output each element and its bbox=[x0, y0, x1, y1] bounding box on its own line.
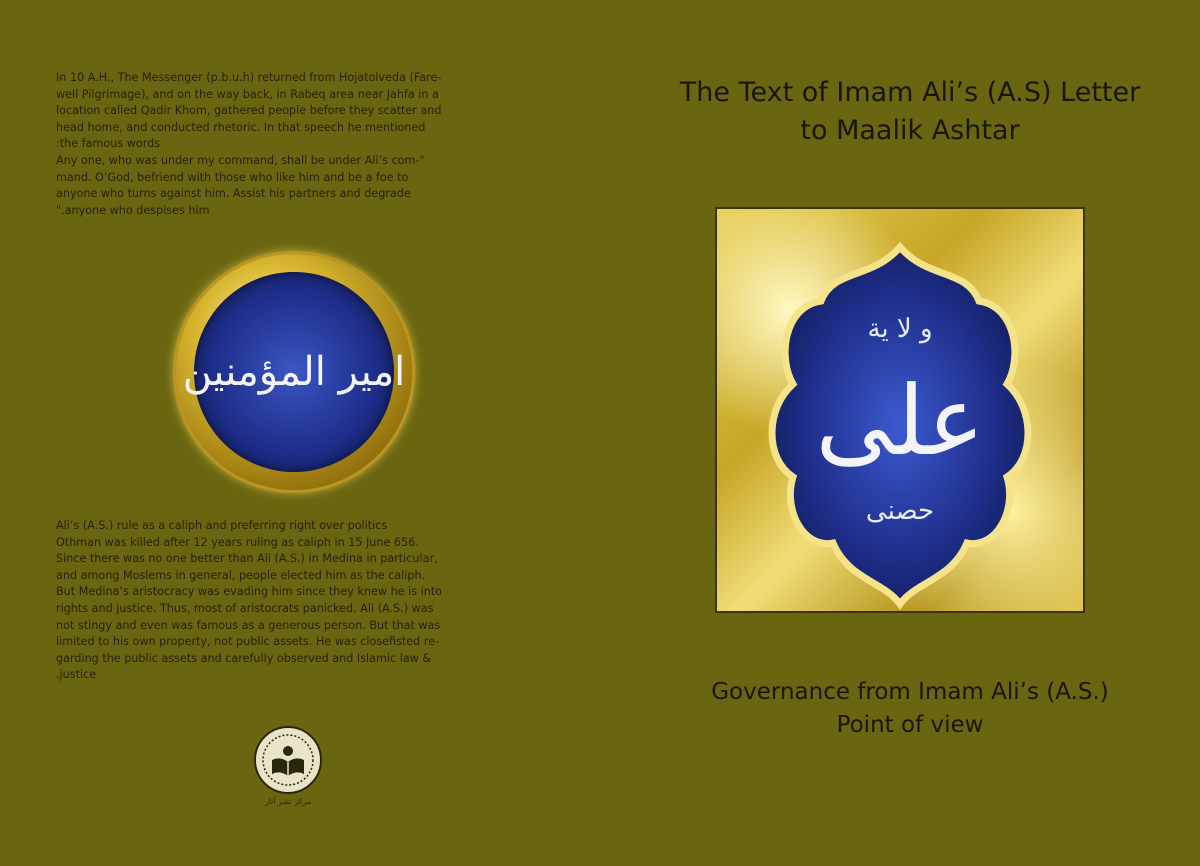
text-line: But Medina’s aristocracy was evading him since they knew he is into bbox=[56, 585, 443, 599]
emblem-calligraphy: علی bbox=[815, 365, 985, 477]
text-line: ".anyone who despises him bbox=[56, 203, 210, 217]
text-line: well Pilgrimage), and on the way back, in Rabeq area near Jahfa in a bbox=[56, 87, 439, 101]
text-line: and among Moslems in general, people elected him as the caliph. bbox=[56, 568, 426, 582]
text-line: mand. O’God, befriend with those who like him and be a foe to bbox=[56, 170, 409, 184]
subtitle-line-2: Point of view bbox=[836, 712, 984, 738]
text-line: location called Qadir Khom, gathered people before they scatter and bbox=[56, 104, 442, 118]
publisher-logo-icon bbox=[252, 724, 324, 796]
book-subtitle bbox=[640, 676, 1180, 742]
text-line: Since there was no one better than Ali (A.S.) in Medina in particular, bbox=[56, 552, 438, 566]
book-title bbox=[640, 74, 1180, 150]
emblem-text-top: و لا یة bbox=[867, 314, 933, 344]
text-line: .justice bbox=[56, 668, 97, 682]
gold-emblem-icon bbox=[715, 207, 1085, 613]
title-line-1: The Text of Imam Ali’s (A.S) Letter bbox=[679, 77, 1141, 108]
text-line: :the famous words bbox=[56, 137, 161, 151]
text-line: limited to his own property, not public assets. He was closefisted re- bbox=[56, 635, 440, 649]
emblem-text-bottom: حصنی bbox=[865, 496, 935, 526]
text-line: In 10 A.H., The Messenger (p.b.u.h) returned from Hojatolveda (Fare- bbox=[56, 71, 442, 84]
intro-paragraph bbox=[56, 70, 524, 219]
medallion-calligraphy: امیر المؤمنین bbox=[182, 349, 406, 395]
text-line: garding the public assets and carefully observed and Islamic law & bbox=[56, 651, 432, 665]
text-line: head home, and conducted rhetoric. In that speech he mentioned bbox=[56, 120, 426, 134]
text-line: anyone who turns against him. Assist his partners and degrade bbox=[56, 187, 411, 201]
medallion-icon bbox=[176, 254, 412, 490]
caliph-paragraph bbox=[56, 518, 524, 684]
title-line-2: to Maalik Ashtar bbox=[800, 115, 1020, 146]
text-line: rights and justice. Thus, most of aristocrats panicked. Ali (A.S.) was bbox=[56, 601, 434, 615]
publisher-caption: مرکز نشر آثار bbox=[264, 797, 312, 806]
text-line: Othman was killed after 12 years ruling as caliph in 15 June 656. bbox=[56, 535, 419, 549]
subtitle-line-1: Governance from Imam Ali’s (A.S.) bbox=[711, 679, 1109, 705]
text-line: Ali’s (A.S.) rule as a caliph and preferring right over politics bbox=[56, 519, 388, 532]
text-line: not stingy and even was famous as a generous person. But that was bbox=[56, 618, 441, 632]
emblem-shape bbox=[717, 209, 1083, 611]
text-line: Any one, who was under my command, shall be under Ali’s com-" bbox=[56, 153, 425, 167]
